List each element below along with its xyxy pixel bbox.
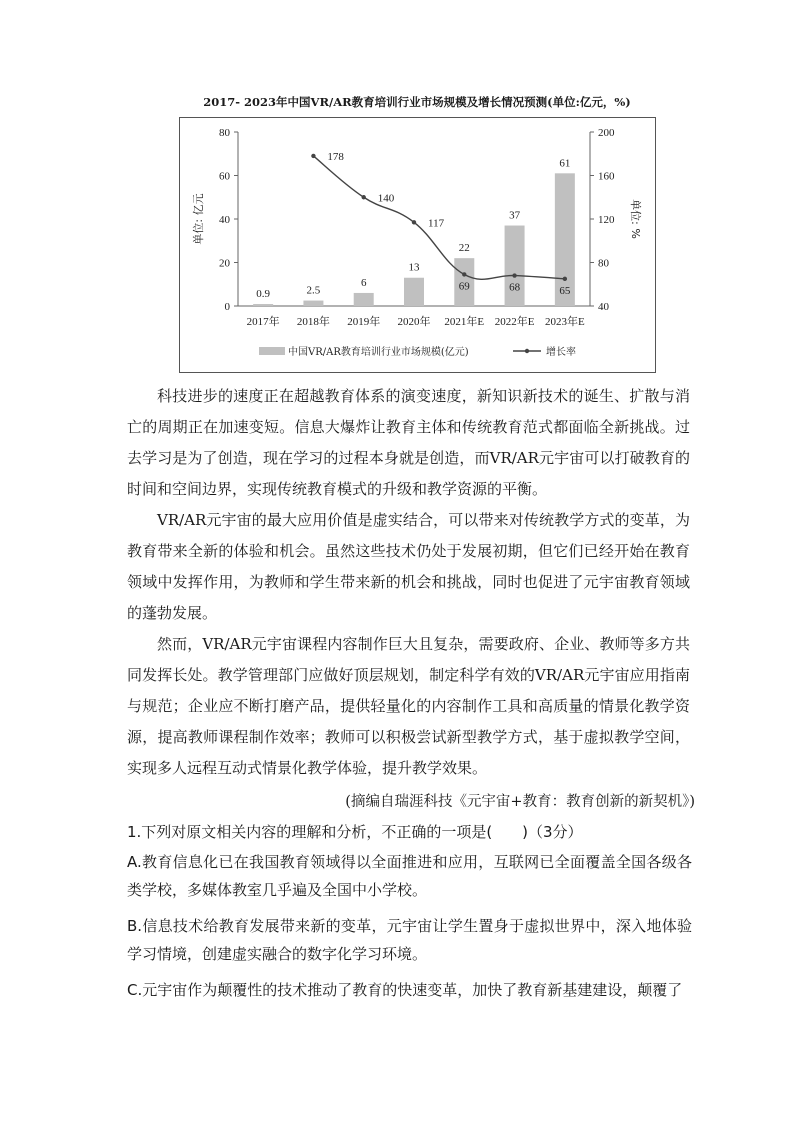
- chart-frame: [179, 117, 656, 373]
- legend-line-marker: [525, 349, 529, 353]
- x-tick-label: 2019年: [347, 316, 381, 328]
- y2-axis-title: 单位: %: [629, 199, 642, 239]
- bar: [404, 278, 424, 306]
- bar-data-label: 61: [559, 157, 571, 170]
- growth-point: [362, 195, 366, 199]
- y2-tick-label: 160: [598, 170, 615, 183]
- growth-data-label: 69: [458, 280, 470, 293]
- x-tick-label: 2017年: [246, 316, 280, 328]
- bar-data-label: 6: [360, 276, 367, 289]
- bar: [303, 301, 323, 306]
- chart-svg: [180, 118, 655, 372]
- passage-paragraph-2: VR/AR元宇宙的最大应用价值是虚实结合，可以带来对传统教学方式的变革，为教育带来全新的体验和机会。虽然这些技术仍处于发展初期，但它们已经开始在教育领域中发挥作用，为教师和学生带来新的机会和挑战，同时也促进了元宇宙教育领域的蓬勃发展。: [127, 511, 690, 622]
- bar-data-label: 22: [458, 242, 470, 255]
- bar: [505, 226, 525, 306]
- y-tick-label: 40: [219, 214, 230, 226]
- bar-data-label: 37: [509, 209, 521, 222]
- y2-tick-label: 40: [598, 301, 609, 313]
- growth-point: [412, 220, 416, 224]
- legend-line-label: 增长率: [546, 347, 576, 358]
- passage-paragraph-3: 然而，VR/AR元宇宙课程内容制作巨大且复杂，需要政府、企业、教师等多方共同发挥长处。教学管理部门应做好顶层规划，制定科学有效的VR/AR元宇宙应用指南与规范；企业应不断打磨产品，提供轻量化的内容制作工具和高质量的情景化教学资源，提高教师课程制作效率；教师可以积极尝试新型教学方式，基于虚拟教学空间，实现多人远程互动式情景化教学体验，提升教学效果。: [127, 635, 690, 777]
- passage-paragraph-1: 科技进步的速度正在超越教育体系的演变速度，新知识新技术的诞生、扩散与消亡的周期正在加速变短。信息大爆炸让教育主体和传统教育范式都面临全新挑战。过去学习是为了创造，现在学习的过程本身就是创造，而VR/AR元宇宙可以打破教育的时间和空间边界，实现传统教育模式的升级和教学资源的平衡。: [127, 387, 690, 498]
- y2-tick-label: 200: [598, 127, 615, 139]
- question-option-a: A.教育信息化已在我国教育领域得以全面推进和应用，互联网已全面覆盖全国各级各类学校，多媒体教室几乎遍及全国中小学校。: [127, 853, 692, 899]
- question-stem: 1.下列对原文相关内容的理解和分析，不正确的一项是( )（3分）: [127, 823, 583, 841]
- y2-tick-label: 120: [598, 214, 615, 226]
- y2-tick-label: 80: [598, 257, 609, 270]
- y-tick-label: 20: [219, 257, 230, 270]
- bar: [253, 304, 273, 306]
- growth-data-label: 140: [377, 192, 395, 205]
- legend-bar-label: 中国VR/AR教育培训行业市场规模(亿元): [288, 347, 469, 358]
- bar-data-label: 0.9: [256, 288, 271, 301]
- growth-data-label: 65: [559, 284, 571, 297]
- growth-point: [311, 154, 315, 158]
- growth-data-label: 117: [428, 217, 445, 230]
- growth-point: [462, 272, 466, 276]
- x-tick-label: 2021年E: [444, 316, 485, 328]
- growth-point: [563, 277, 567, 281]
- x-tick-label: 2018年: [296, 316, 330, 328]
- growth-point: [512, 273, 516, 277]
- y-tick-label: 0: [224, 301, 230, 313]
- growth-data-label: 68: [509, 281, 521, 294]
- passage-source: (摘编自瑞涯科技《元宇宙+教育：教育创新的新契机》): [345, 794, 695, 810]
- bar: [354, 293, 374, 306]
- y-tick-label: 60: [219, 170, 230, 183]
- bar-data-label: 2.5: [306, 284, 321, 297]
- x-tick-label: 2022年E: [494, 316, 535, 328]
- x-tick-label: 2023年E: [544, 316, 585, 328]
- bar-data-label: 13: [408, 261, 420, 274]
- y-axis-title: 单位: 亿元: [192, 193, 205, 245]
- chart-title: 2017- 2023年中国VR/AR教育培训行业市场规模及增长情况预测(单位:亿元，%): [203, 95, 631, 109]
- growth-data-label: 178: [327, 150, 344, 163]
- y-tick-label: 80: [219, 127, 230, 139]
- x-tick-label: 2020年: [397, 316, 431, 328]
- question-option-c: C.元宇宙作为颠覆性的技术推动了教育的快速变革，加快了教育新基建建设，颠覆了: [127, 981, 683, 999]
- question-option-b: B.信息技术给教育发展带来新的变革，元宇宙让学生置身于虚拟世界中，深入地体验学习情境，创建虚实融合的数字化学习环境。: [127, 917, 692, 963]
- legend-bar-swatch: [259, 347, 285, 355]
